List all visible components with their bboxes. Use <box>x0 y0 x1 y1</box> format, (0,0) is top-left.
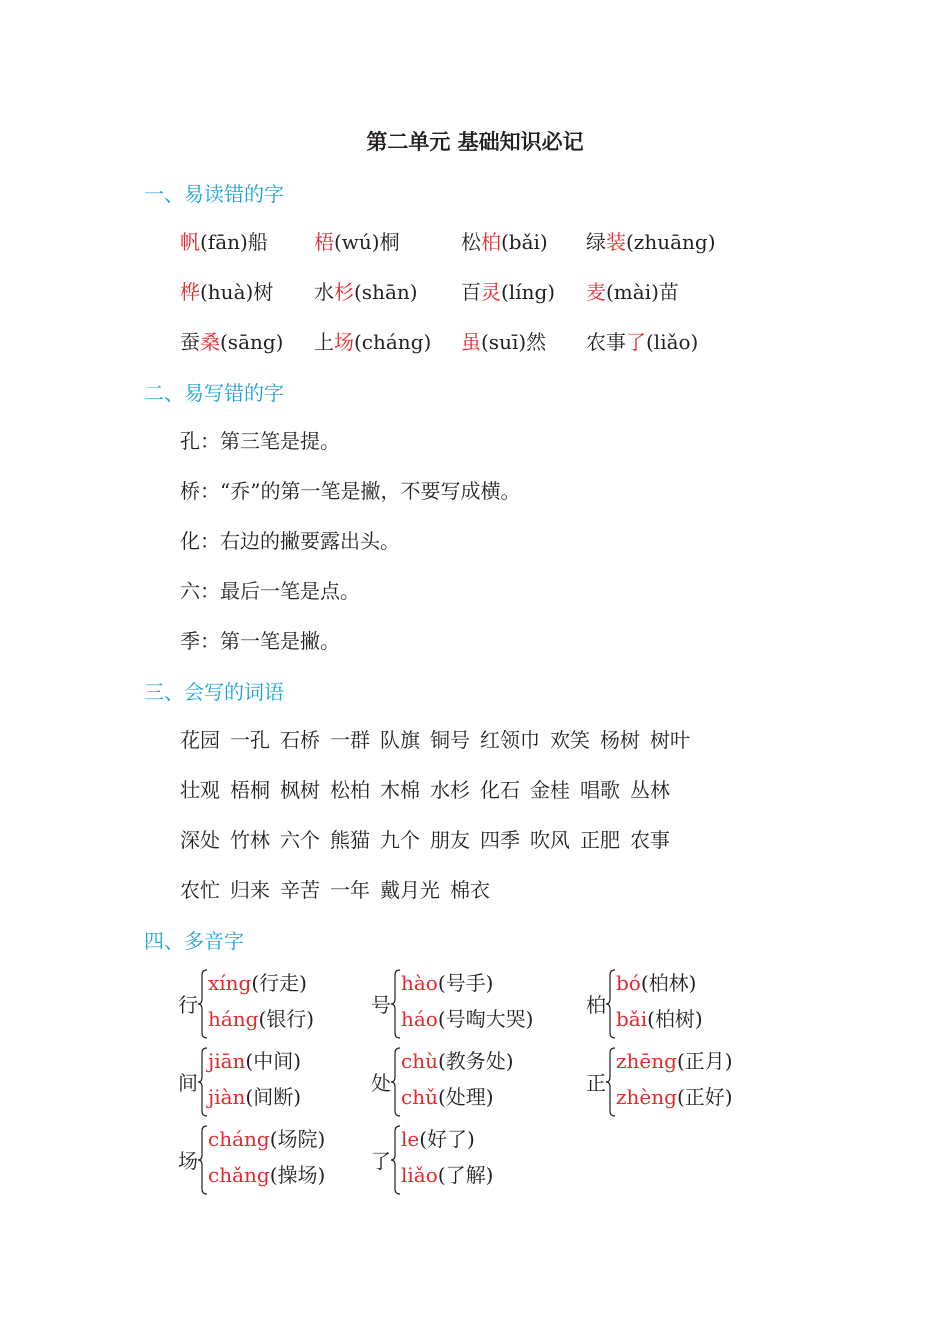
word: 竹林 <box>230 828 270 852</box>
example-word: (了解) <box>437 1163 494 1187</box>
word: 熊猫 <box>330 828 370 852</box>
word: 一年 <box>330 878 370 902</box>
word: 辛苦 <box>280 878 320 902</box>
reading-2 <box>208 1003 314 1032</box>
item-prefix: 蚕 <box>180 330 200 354</box>
polyphone-char: 行 <box>178 993 198 1017</box>
item-pinyin: (líng) <box>501 280 556 304</box>
easy-read-item <box>314 326 431 355</box>
highlighted-char: 装 <box>606 230 626 254</box>
word: 金桂 <box>530 778 570 802</box>
item-pinyin: (fān)船 <box>200 230 268 254</box>
pinyin: zhèng <box>616 1085 677 1109</box>
word: 唱歌 <box>580 778 620 802</box>
writing-rule: 季：第一笔是撇。 <box>180 629 340 653</box>
example-word: (操场) <box>269 1163 326 1187</box>
easy-read-item <box>314 226 400 255</box>
word-row <box>180 874 500 903</box>
pinyin: bǎi <box>616 1007 648 1031</box>
word: 九个 <box>380 828 420 852</box>
pinyin: háo <box>401 1007 438 1031</box>
example-word: (柏林) <box>640 971 697 995</box>
item-pinyin: (suī)然 <box>481 330 547 354</box>
word: 杨树 <box>600 728 640 752</box>
reading-2 <box>401 1159 493 1188</box>
item-pinyin: (cháng) <box>354 330 432 354</box>
curly-brace-icon <box>606 969 616 1039</box>
easy-read-item <box>180 226 268 255</box>
word: 水杉 <box>430 778 470 802</box>
word: 欢笑 <box>550 728 590 752</box>
word-row <box>180 824 680 853</box>
word: 吹风 <box>530 828 570 852</box>
pinyin: háng <box>208 1007 259 1031</box>
example-word: (柏树) <box>647 1007 703 1031</box>
word: 化石 <box>480 778 520 802</box>
word: 队旗 <box>380 728 420 752</box>
highlighted-char: 桑 <box>200 330 220 354</box>
word: 农忙 <box>180 878 220 902</box>
reading-2 <box>208 1159 325 1188</box>
word-row <box>180 724 700 753</box>
reading-1 <box>616 1045 733 1074</box>
word: 正肥 <box>580 828 620 852</box>
example-word: (正月) <box>676 1049 733 1073</box>
reading-1 <box>616 967 696 996</box>
word: 树叶 <box>650 728 690 752</box>
pinyin: chù <box>401 1049 438 1073</box>
polyphone-char: 场 <box>178 1149 198 1173</box>
polyphone-char: 正 <box>586 1071 606 1095</box>
word: 松柏 <box>330 778 370 802</box>
pinyin: jiàn <box>208 1085 246 1109</box>
word: 一群 <box>330 728 370 752</box>
example-word: (间断) <box>245 1085 302 1109</box>
pinyin: le <box>401 1127 420 1151</box>
highlighted-char: 了 <box>626 330 646 354</box>
polyphone-char: 号 <box>371 993 391 1017</box>
highlighted-char: 梧 <box>314 230 334 254</box>
pinyin: cháng <box>208 1127 270 1151</box>
example-word: (号啕大哭) <box>437 1007 534 1031</box>
item-pinyin: (wú)桐 <box>334 230 400 254</box>
example-word: (中间) <box>245 1049 302 1073</box>
reading-1 <box>401 1123 475 1152</box>
item-prefix: 绿 <box>586 230 606 254</box>
reading-1 <box>401 1045 514 1074</box>
word: 朋友 <box>430 828 470 852</box>
pinyin: hào <box>401 971 438 995</box>
polyphone-char: 处 <box>371 1071 391 1095</box>
highlighted-char: 虽 <box>461 330 481 354</box>
easy-read-item <box>180 276 273 305</box>
polyphone-char: 了 <box>371 1149 391 1173</box>
word: 木棉 <box>380 778 420 802</box>
word: 红领巾 <box>480 728 540 752</box>
item-pinyin: (bǎi) <box>501 230 548 254</box>
item-prefix: 水 <box>314 280 334 304</box>
section-heading-easy-read: 一、易读错的字 <box>144 182 284 206</box>
reading-2 <box>616 1081 733 1110</box>
item-pinyin: (sāng) <box>220 330 284 354</box>
easy-read-item <box>461 226 548 255</box>
word: 一孔 <box>230 728 270 752</box>
word: 壮观 <box>180 778 220 802</box>
curly-brace-icon <box>391 969 401 1039</box>
highlighted-char: 帆 <box>180 230 200 254</box>
item-prefix: 农事 <box>586 330 626 354</box>
section-heading-easy-write: 二、易写错的字 <box>144 381 284 405</box>
word: 归来 <box>230 878 270 902</box>
word: 戴月光 <box>380 878 440 902</box>
easy-read-item <box>314 276 418 305</box>
example-word: (银行) <box>258 1007 315 1031</box>
easy-read-item <box>586 276 679 305</box>
reading-1 <box>401 967 493 996</box>
reading-2 <box>208 1081 301 1110</box>
highlighted-char: 杉 <box>334 280 354 304</box>
polyphone-char: 间 <box>178 1071 198 1095</box>
item-pinyin: (zhuāng) <box>626 230 716 254</box>
highlighted-char: 场 <box>334 330 354 354</box>
section-heading-polyphones: 四、多音字 <box>144 929 244 953</box>
item-pinyin: (huà)树 <box>200 280 274 304</box>
pinyin: chǔ <box>401 1085 438 1109</box>
pinyin: jiān <box>208 1049 246 1073</box>
example-word: (好了) <box>419 1127 475 1151</box>
easy-read-item <box>586 326 698 355</box>
reading-1 <box>208 967 307 996</box>
highlighted-char: 桦 <box>180 280 200 304</box>
curly-brace-icon <box>198 969 208 1039</box>
easy-read-item <box>180 326 283 355</box>
easy-read-item <box>586 226 716 255</box>
pinyin: bó <box>616 971 641 995</box>
word: 四季 <box>480 828 520 852</box>
curly-brace-icon <box>391 1047 401 1117</box>
pinyin: xíng <box>208 971 252 995</box>
word: 花园 <box>180 728 220 752</box>
easy-read-item <box>461 326 546 355</box>
reading-2 <box>616 1003 703 1032</box>
writing-rule: 化：右边的撇要露出头。 <box>180 529 400 553</box>
reading-2 <box>401 1081 494 1110</box>
polyphone-char: 柏 <box>586 993 606 1017</box>
curly-brace-icon <box>198 1125 208 1195</box>
example-word: (教务处) <box>437 1049 514 1073</box>
pinyin: chǎng <box>208 1163 270 1187</box>
curly-brace-icon <box>198 1047 208 1117</box>
item-pinyin: (shān) <box>354 280 418 304</box>
section-heading-words: 三、会写的词语 <box>144 680 284 704</box>
word: 枫树 <box>280 778 320 802</box>
word: 六个 <box>280 828 320 852</box>
example-word: (行走) <box>251 971 307 995</box>
writing-rule: 六：最后一笔是点。 <box>180 579 360 603</box>
curly-brace-icon <box>606 1047 616 1117</box>
item-prefix: 百 <box>461 280 481 304</box>
pinyin: zhēng <box>616 1049 677 1073</box>
page-title: 第二单元 基础知识必记 <box>366 130 584 154</box>
example-word: (场院) <box>269 1127 326 1151</box>
item-prefix: 松 <box>461 230 481 254</box>
easy-read-item <box>461 276 555 305</box>
highlighted-char: 柏 <box>481 230 501 254</box>
reading-2 <box>401 1003 533 1032</box>
item-pinyin: (liǎo) <box>646 330 699 354</box>
writing-rule: 孔：第三笔是提。 <box>180 429 340 453</box>
item-prefix: 上 <box>314 330 334 354</box>
example-word: (号手) <box>437 971 494 995</box>
word: 棉衣 <box>450 878 490 902</box>
pinyin: liǎo <box>401 1163 438 1187</box>
writing-rule: 桥：“乔”的第一笔是撇，不要写成横。 <box>180 479 521 503</box>
word: 石桥 <box>280 728 320 752</box>
highlighted-char: 灵 <box>481 280 501 304</box>
word: 铜号 <box>430 728 470 752</box>
example-word: (正好) <box>676 1085 733 1109</box>
word: 梧桐 <box>230 778 270 802</box>
reading-1 <box>208 1045 301 1074</box>
word: 丛林 <box>630 778 670 802</box>
word: 农事 <box>630 828 670 852</box>
word: 深处 <box>180 828 220 852</box>
reading-1 <box>208 1123 325 1152</box>
curly-brace-icon <box>391 1125 401 1195</box>
highlighted-char: 麦 <box>586 280 606 304</box>
word-row <box>180 774 680 803</box>
example-word: (处理) <box>437 1085 494 1109</box>
item-pinyin: (mài)苗 <box>606 280 679 304</box>
